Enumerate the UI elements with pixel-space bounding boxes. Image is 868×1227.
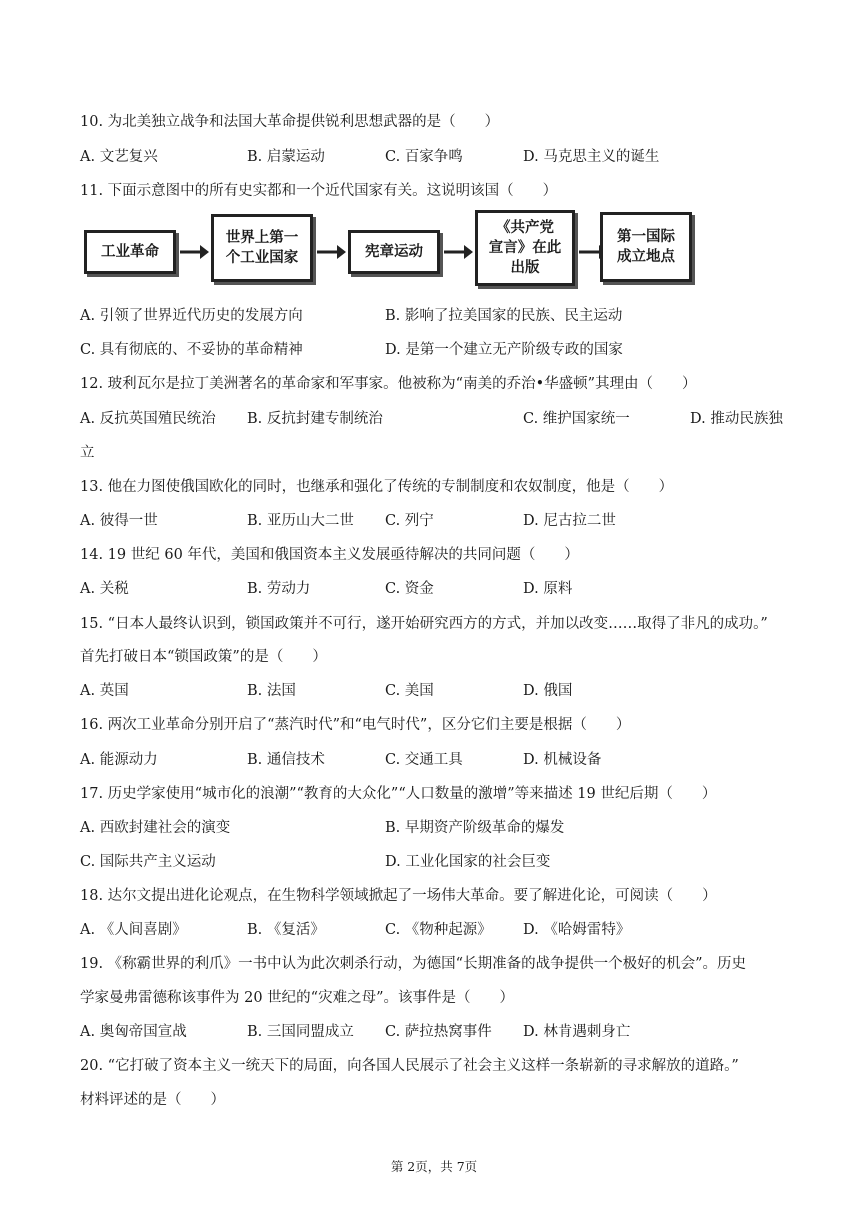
diagram-box-first-international: 第一国际 成立地点 bbox=[600, 212, 692, 282]
option-c: C. 具有彻底的、不妥协的革命精神 bbox=[80, 342, 303, 358]
question-text: 历史学家使用“城市化的浪潮”“教育的大众化”“人口数量的激增”等来描述 19 世纪后期（ ） bbox=[107, 786, 717, 802]
option-c: C. 交通工具 bbox=[385, 752, 463, 768]
diagram-box-chartist-movement: 宪章运动 bbox=[348, 230, 440, 274]
option-b: B. 法国 bbox=[247, 683, 296, 699]
question-number: 13. bbox=[80, 479, 104, 495]
question-15-stem-line-2: 首先打破日本“锁国政策”的是（ ） bbox=[80, 649, 327, 665]
option-b: B. 反抗封建专制统治 bbox=[247, 411, 383, 427]
option-d: D. 推动民族独 bbox=[690, 411, 783, 427]
option-c: C. 列宁 bbox=[385, 513, 434, 529]
question-12-stem bbox=[80, 374, 697, 394]
question-17-stem bbox=[80, 784, 716, 804]
question-text: 达尔文提出进化论观点，在生物科学领域掀起了一场伟大革命。要了解进化论，可阅读（ ） bbox=[107, 888, 717, 904]
question-number: 15. bbox=[80, 616, 104, 632]
option-d: D. 俄国 bbox=[523, 683, 573, 699]
question-text: 19 世纪 60 年代，美国和俄国资本主义发展亟待解决的共同问题（ ） bbox=[107, 547, 579, 563]
option-b: B. 通信技术 bbox=[247, 752, 325, 768]
option-d: D. 马克思主义的诞生 bbox=[523, 149, 660, 165]
option-b: B. 三国同盟成立 bbox=[247, 1024, 354, 1040]
arrow-icon bbox=[178, 240, 210, 264]
option-a: A. 英国 bbox=[80, 683, 129, 699]
option-b: B. 早期资产阶级革命的爆发 bbox=[385, 820, 565, 836]
option-d: D. 原料 bbox=[523, 581, 573, 597]
option-d: D. 林肯遇刺身亡 bbox=[523, 1024, 631, 1040]
arrow-icon bbox=[315, 240, 347, 264]
option-b: B. 亚历山大二世 bbox=[247, 513, 354, 529]
question-20-stem-line-2: 材料评述的是（ ） bbox=[80, 1092, 225, 1108]
question-19-stem bbox=[80, 954, 746, 974]
option-d: D. 尼古拉二世 bbox=[523, 513, 616, 529]
question-11-stem bbox=[80, 181, 557, 201]
option-a: A. 反抗英国殖民统治 bbox=[80, 411, 216, 427]
option-a: A. 能源动力 bbox=[80, 752, 158, 768]
question-text: 为北美独立战争和法国大革命提供锐利思想武器的是（ ） bbox=[107, 114, 500, 130]
question-14-stem bbox=[80, 545, 579, 565]
question-number: 12. bbox=[80, 376, 104, 392]
diagram-box-communist-manifesto: 《共产党 宣言》在此 出版 bbox=[475, 210, 575, 286]
page-footer: 第 2页，共 7页 bbox=[390, 1159, 478, 1174]
option-d: D. 机械设备 bbox=[523, 752, 602, 768]
option-c: C. 百家争鸣 bbox=[385, 149, 463, 165]
question-19-stem-line-2: 学家曼弗雷德称该事件为 20 世纪的“灾难之母”。该事件是（ ） bbox=[80, 990, 514, 1006]
question-18-stem bbox=[80, 886, 717, 906]
option-b: B. 《复活》 bbox=[247, 922, 325, 938]
option-c: C. 资金 bbox=[385, 581, 434, 597]
question-20-stem bbox=[80, 1056, 739, 1076]
option-b: B. 启蒙运动 bbox=[247, 149, 325, 165]
option-c: C. 维护国家统一 bbox=[523, 411, 630, 427]
option-a: A. 《人间喜剧》 bbox=[80, 922, 187, 938]
option-c: C. 萨拉热窝事件 bbox=[385, 1024, 492, 1040]
question-text: 他在力图使俄国欧化的同时，也继承和强化了传统的专制制度和农奴制度，他是（ ） bbox=[107, 479, 674, 495]
question-10-stem bbox=[80, 112, 499, 132]
question-16-stem bbox=[80, 715, 630, 735]
question-number: 20. bbox=[80, 1058, 104, 1074]
flow-diagram bbox=[78, 210, 698, 286]
question-number: 17. bbox=[80, 786, 104, 802]
option-a: A. 奥匈帝国宣战 bbox=[80, 1024, 187, 1040]
question-15-stem bbox=[80, 614, 768, 634]
question-text: “日本人最终认识到，锁国政策并不可行，遂开始研究西方的方式，并加以改变……取得了非凡的成功。” bbox=[107, 616, 768, 632]
question-number: 10. bbox=[80, 114, 104, 130]
option-d: D. 工业化国家的社会巨变 bbox=[385, 854, 551, 870]
question-text: 《称霸世界的利爪》一书中认为此次刺杀行动，为德国“长期准备的战争提供一个极好的机会”。历史 bbox=[107, 956, 746, 972]
diagram-box-industrial-revolution: 工业革命 bbox=[84, 230, 176, 274]
option-a: A. 彼得一世 bbox=[80, 513, 158, 529]
option-a: A. 文艺复兴 bbox=[80, 149, 158, 165]
question-number: 19. bbox=[80, 956, 104, 972]
question-number: 11. bbox=[80, 183, 104, 199]
question-number: 14. bbox=[80, 547, 104, 563]
option-c: C. 美国 bbox=[385, 683, 434, 699]
question-number: 16. bbox=[80, 717, 104, 733]
option-d: D. 是第一个建立无产阶级专政的国家 bbox=[385, 342, 623, 358]
option-b: B. 劳动力 bbox=[247, 581, 311, 597]
question-13-stem bbox=[80, 477, 673, 497]
question-text: “它打破了资本主义一统天下的局面，向各国人民展示了社会主义这样一条崭新的寻求解放的道路。” bbox=[107, 1058, 739, 1074]
diagram-box-first-industrial-nation: 世界上第一 个工业国家 bbox=[211, 214, 313, 282]
option-b: B. 影响了拉美国家的民族、民主运动 bbox=[385, 308, 623, 324]
option-c: C. 国际共产主义运动 bbox=[80, 854, 216, 870]
question-text: 下面示意图中的所有史实都和一个近代国家有关。这说明该国（ ） bbox=[107, 183, 558, 199]
option-a: A. 西欧封建社会的演变 bbox=[80, 820, 231, 836]
option-d: D. 《哈姆雷特》 bbox=[523, 922, 631, 938]
question-number: 18. bbox=[80, 888, 104, 904]
option-d-continued: 立 bbox=[80, 445, 95, 461]
question-text: 玻利瓦尔是拉丁美洲著名的革命家和军事家。他被称为“南美的乔治•华盛顿”其理由（ ） bbox=[107, 376, 697, 392]
option-a: A. 引领了世界近代历史的发展方向 bbox=[80, 308, 303, 324]
option-a: A. 关税 bbox=[80, 581, 129, 597]
question-text: 两次工业革命分别开启了“蒸汽时代”和“电气时代”，区分它们主要是根据（ ） bbox=[107, 717, 631, 733]
arrow-icon bbox=[442, 240, 474, 264]
option-c: C. 《物种起源》 bbox=[385, 922, 492, 938]
